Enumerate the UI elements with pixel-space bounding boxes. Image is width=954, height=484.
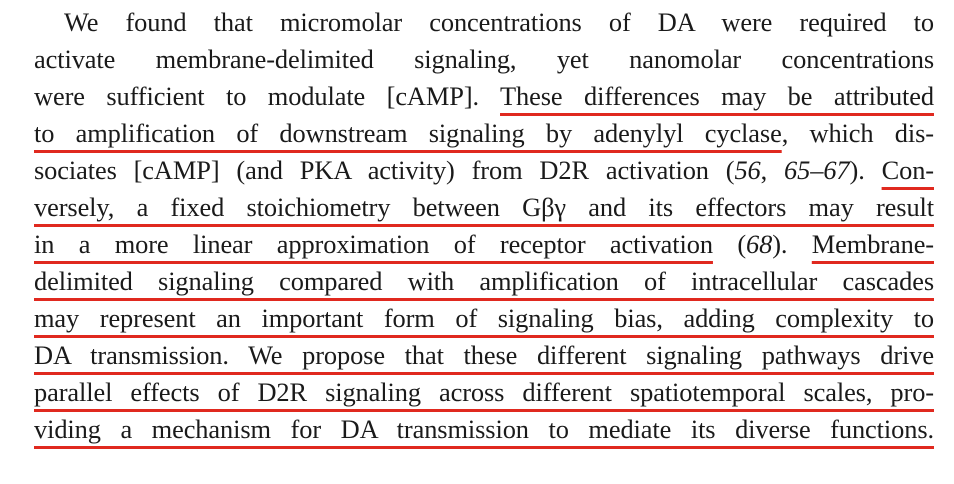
text-line-12 xyxy=(34,411,934,448)
citation[interactable]: 65–67 xyxy=(784,155,850,185)
highlighted-text: in a more linear approximation of receptor activation xyxy=(34,229,713,259)
highlighted-text: DA transmission. We propose that these different signaling pathways drive xyxy=(34,340,934,370)
text-fragment: , which dis- xyxy=(781,118,934,148)
highlighted-text: viding a mechanism for DA transmission to mediate its diverse functions. xyxy=(34,414,934,444)
highlighted-text: parallel effects of D2R signaling across different spatiotemporal scales, pro- xyxy=(34,377,934,407)
text-fragment: were sufficient to modulate [cAMP]. xyxy=(34,81,501,111)
text-line-9 xyxy=(34,300,934,337)
text-fragment: ). xyxy=(772,229,812,259)
citation[interactable]: 68 xyxy=(746,229,773,259)
text-line-6 xyxy=(34,189,934,226)
text-line-2: activate membrane-delimited signaling, yet nanomolar concentrations xyxy=(34,44,934,74)
text-fragment: sociates [cAMP] (and PKA activity) from D2R activation ( xyxy=(34,155,735,185)
highlighted-text: to amplification of downstream signaling by adenylyl cyclase xyxy=(34,118,782,148)
highlighted-text: Con- xyxy=(881,155,934,185)
text-line-8 xyxy=(34,263,934,300)
highlighted-text: versely, a fixed stoichiometry between Gβγ and its effectors may result xyxy=(34,192,934,222)
text-fragment: ). xyxy=(849,155,882,185)
highlighted-text: delimited signaling compared with amplification of intracellular cascades xyxy=(34,266,934,296)
text-line-10 xyxy=(34,337,934,374)
text-fragment: ( xyxy=(712,229,747,259)
highlighted-text: Membrane- xyxy=(811,229,934,259)
highlighted-text: These differences may be attributed xyxy=(500,81,934,111)
highlighted-text: may represent an important form of signaling bias, adding complexity to xyxy=(34,303,934,333)
citation[interactable]: 56 xyxy=(734,155,761,185)
text-line-1: We found that micromolar concentrations of DA were required to xyxy=(64,7,934,37)
text-fragment: , xyxy=(760,155,785,185)
text-line-11 xyxy=(34,374,934,411)
text-line-7 xyxy=(34,226,934,263)
text-line-5 xyxy=(34,152,934,189)
text-line-3 xyxy=(34,78,934,115)
text-line-4 xyxy=(34,115,934,152)
